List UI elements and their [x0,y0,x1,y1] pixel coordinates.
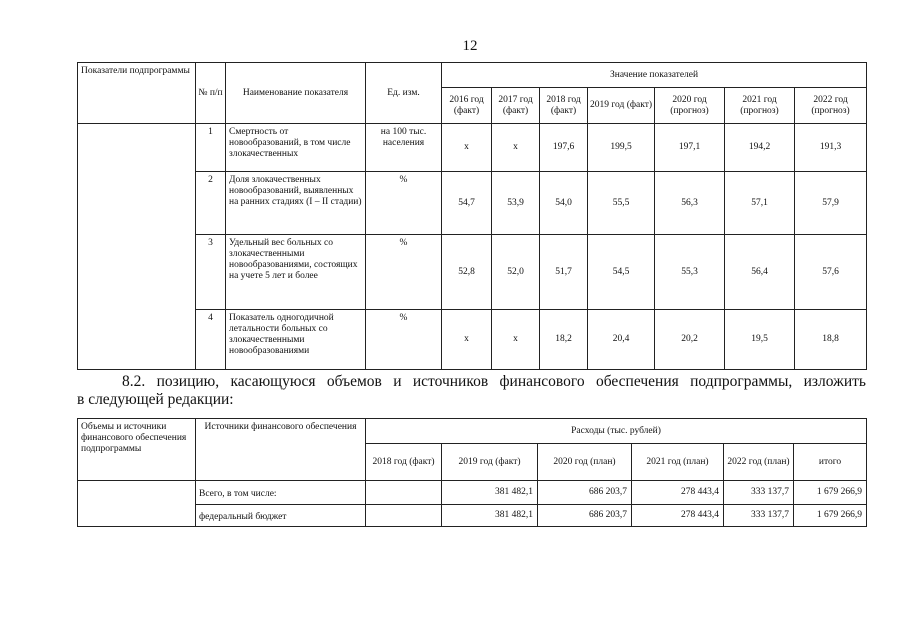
header-name: Наименование показателя [226,63,366,124]
row-value: 54,0 [540,172,588,235]
row-value: 57,9 [795,172,867,235]
row-value: 57,1 [725,172,795,235]
row-unit: % [366,310,442,370]
header-col: 2019 год (факт) [442,444,538,481]
header-col: 2022 год (план) [724,444,794,481]
row-value: 1 679 266,9 [794,481,867,505]
row-value: х [492,124,540,172]
financing-table [77,418,867,527]
row-name: Показатель одногодичной летальности больных со злокачественными новообразованиями [226,310,366,370]
header-values-group: Значение показателей [442,63,867,88]
header-year: 2016 год (факт) [442,88,492,124]
paragraph-line: в следующей редакции: [77,391,234,408]
row-value: 18,2 [540,310,588,370]
table-row [78,505,867,527]
header-num: № п/п [196,63,226,124]
row-value: 333 137,7 [724,481,794,505]
row-num: 4 [196,310,226,370]
header-year: 2018 год (факт) [540,88,588,124]
header-year: 2020 год (прогноз) [655,88,725,124]
row-value: 278 443,4 [632,505,724,527]
row-value: 54,5 [588,235,655,310]
row-value [366,481,442,505]
row-name: Доля злокачественных новообразований, выявленных на ранних стадиях (I – II стадии) [226,172,366,235]
row-num: 2 [196,172,226,235]
header-year: 2017 год (факт) [492,88,540,124]
row-value: 197,1 [655,124,725,172]
header-col: итого [794,444,867,481]
row-value: 52,8 [442,235,492,310]
header-volumes: Объемы и источники финансового обеспечения подпрограммы [78,419,196,481]
row-value: 56,3 [655,172,725,235]
row-value: х [442,124,492,172]
row-value: 18,8 [795,310,867,370]
row-value: 686 203,7 [538,505,632,527]
header-col: 2018 год (факт) [366,444,442,481]
volumes-empty-cell [78,481,196,527]
row-value: 55,5 [588,172,655,235]
row-value: 20,2 [655,310,725,370]
table-row [78,124,867,172]
row-value: 199,5 [588,124,655,172]
header-sources: Источники финансового обеспечения [196,419,366,481]
indicators-table [77,62,867,370]
row-num: 1 [196,124,226,172]
header-year: 2019 год (факт) [588,88,655,124]
header-year: 2021 год (прогноз) [725,88,795,124]
table-row [78,310,867,370]
row-value: 52,0 [492,235,540,310]
row-unit: % [366,235,442,310]
header-col: 2020 год (план) [538,444,632,481]
table-row [78,235,867,310]
header-col: 2021 год (план) [632,444,724,481]
row-name: Удельный вес больных со злокачественными новообразованиями, состоящих на учете 5 лет и более [226,235,366,310]
row-unit: % [366,172,442,235]
row-value: 1 679 266,9 [794,505,867,527]
row-value: 56,4 [725,235,795,310]
row-num: 3 [196,235,226,310]
table-row [78,172,867,235]
row-value: 19,5 [725,310,795,370]
row-value: 53,9 [492,172,540,235]
amendment-paragraph [77,373,866,409]
page-number: 12 [462,38,478,54]
row-value: 381 482,1 [442,505,538,527]
row-value: х [442,310,492,370]
row-value: 686 203,7 [538,481,632,505]
paragraph-line: 8.2. позицию, касающуюся объемов и источников финансового обеспечения подпрограммы, изложить [122,373,866,390]
row-unit: на 100 тыс. населения [366,124,442,172]
row-value: 191,3 [795,124,867,172]
indicators-empty-cell [78,124,196,370]
header-indicators: Показатели подпрограммы [78,63,196,124]
row-value: 57,6 [795,235,867,310]
row-value: х [492,310,540,370]
row-value: 20,4 [588,310,655,370]
row-value: 54,7 [442,172,492,235]
row-value: 51,7 [540,235,588,310]
row-label: Всего, в том числе: [196,481,366,505]
row-value [366,505,442,527]
row-value: 197,6 [540,124,588,172]
row-value: 194,2 [725,124,795,172]
row-name: Смертность от новообразований, в том числе злокачественных [226,124,366,172]
header-year: 2022 год (прогноз) [795,88,867,124]
row-value: 381 482,1 [442,481,538,505]
row-value: 278 443,4 [632,481,724,505]
row-label: федеральный бюджет [196,505,366,527]
header-expenses-group: Расходы (тыс. рублей) [366,419,867,444]
header-unit: Ед. изм. [366,63,442,124]
row-value: 55,3 [655,235,725,310]
row-value: 333 137,7 [724,505,794,527]
table-row [78,481,867,505]
